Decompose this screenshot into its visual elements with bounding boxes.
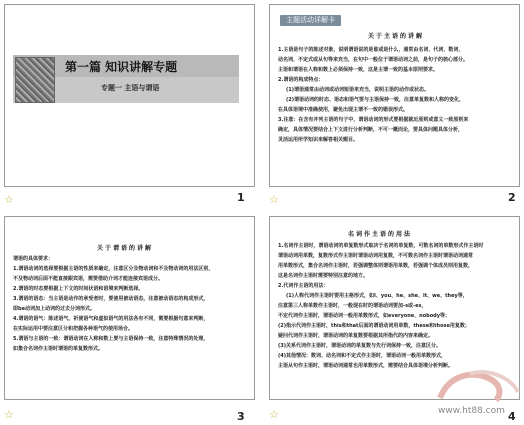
watermark	[430, 368, 524, 425]
slide-body	[278, 45, 511, 145]
page-number: 3	[237, 410, 245, 423]
body-line: 1.主语是句子的陈述对象，说明谓语说的是谁或是什么，通常由名词、代词、数词、	[278, 47, 464, 53]
body-line: 用单数形式，集合名词作主语时，若强调整体则谓语用单数，若强调个体成员则用复数，	[278, 263, 474, 269]
body-line: 2.谓语的构成特点：	[278, 77, 324, 83]
body-line: (2)指示代词作主语时，this和that后面的谓语动词用单数，these和those用复数；	[278, 323, 470, 329]
body-line: 3.注意：在含有并列主语的句子中，谓语动词的形式要根据就近原则或意义一致原则来	[278, 117, 469, 123]
slide-title: 第一篇 知识讲解专题	[65, 60, 178, 74]
slide-2[interactable]	[269, 4, 520, 187]
body-line: 在具体语境中准确使用，避免出现主谓不一致的错误形式。	[278, 107, 409, 113]
page-number: 2	[508, 191, 516, 204]
title-band	[13, 55, 239, 103]
page-number: 4	[508, 410, 516, 423]
body-line: 谓语动词用单数，复数形式作主语时谓语动词用复数，不可数名词作主语时谓语动词通常	[278, 253, 474, 259]
body-line: (4)其他情况：数词、动名词和不定式作主语时，谓语动词一般用单数形式，	[278, 353, 447, 359]
body-line: 注意第三人称单数作主语时，一般现在时的谓语动词要加-s或-es，	[278, 303, 427, 309]
star-icon: ☆	[4, 193, 14, 206]
body-line: 动名词、不定式或从句等来充当，在句中一般位于谓语动词之前，是句子的核心部分。	[278, 57, 469, 63]
body-line: 即be动词加上动词的过去分词形式。	[13, 306, 95, 312]
body-line: (2)谓语动词的时态、语态和语气要与主语保持一致，注意单复数和人称的变化，	[286, 97, 465, 103]
body-line: 2.谓语的时态要根据上下文的时间状语和语境来判断选择。	[13, 286, 144, 292]
body-line: 不定代词作主语时，谓语动词一般用单数形式，如everyone、nobody等；	[278, 313, 451, 319]
body-line: 1.名词作主语时，谓语动词的单复数形式取决于名词的单复数，可数名词的单数形式作主语时	[278, 243, 484, 249]
slide-heading: 关于谓语的讲解	[97, 245, 154, 252]
slide-body	[278, 241, 511, 371]
slide-heading: 名词作主语的用法	[348, 231, 413, 238]
body-line: 如集合名词作主语时谓语的单复数形式。	[13, 346, 104, 352]
watermark-logo-icon	[430, 368, 524, 408]
cover-image	[15, 57, 55, 103]
body-line: (1)人称代词作主语时要用主格形式，如I、you、he、she、it、we、they等，	[286, 293, 468, 299]
body-line: 谓语的具体要求：	[13, 256, 54, 262]
body-line: 不及物动词后面不能直接跟宾语，需要借助介词才能连接宾语成分。	[13, 276, 164, 282]
body-line: 在实际运用中要注意区分和把握各种语气的使用场合。	[13, 326, 134, 332]
body-line: 这是名词作主语时需要特别注意的地方。	[278, 273, 369, 279]
star-icon: ☆	[4, 408, 14, 421]
star-icon: ☆	[269, 193, 279, 206]
body-line: 5.谓语与主语的一致：谓语动词在人称和数上要与主语保持一致，注意特殊情况的处理，	[13, 336, 209, 342]
watermark-url: www.ht88.com	[438, 406, 505, 416]
body-line: 灵活运用所学知识来解答相关题目。	[278, 137, 359, 143]
body-line: 主语从句作主语时，谓语动词通常也用单数形式，需要结合具体语境分析判断。	[278, 363, 454, 369]
slide-subtitle: 专题一 主语与谓语	[101, 84, 160, 92]
body-line: (1)谓语通常由动词或动词短语来充当，说明主语的动作或状态。	[286, 87, 430, 93]
body-line: 确定，具体情况要结合上下文进行分析判断，不可一概而论，要具体问题具体分析，	[278, 127, 464, 133]
body-line: 4.谓语的语气：陈述语气、祈使语气和虚拟语气的用法各有不同，需要根据句意来判断，	[13, 316, 209, 322]
body-line: 3.谓语的语态：当主语是动作的承受者时，要使用被动语态，注意被动语态的构成形式，	[13, 296, 209, 302]
body-line: 主语和谓语在人称和数上必须保持一致，这是主谓一致的基本原则要求。	[278, 67, 439, 73]
star-icon: ☆	[269, 408, 279, 421]
section-label: 主题活动详解卡	[280, 15, 341, 26]
body-line: 1.谓语动词的选择要根据主语的性质来确定，注意区分及物动词和不及物动词的用法区别，	[13, 266, 214, 272]
slide-3[interactable]	[4, 216, 255, 400]
body-line: 疑问代词作主语时，谓语动词的单复数要根据其所指代的内容来确定。	[278, 333, 434, 339]
body-line: (3)关系代词作主语时，谓语动词的单复数与先行词保持一致，注意区分。	[278, 343, 442, 349]
body-line: 2.代词作主语的用法：	[278, 283, 329, 289]
page-number: 1	[237, 191, 245, 204]
slide-1[interactable]	[4, 4, 255, 187]
slide-heading: 关于主语的讲解	[368, 33, 425, 40]
slide-body	[13, 254, 246, 354]
